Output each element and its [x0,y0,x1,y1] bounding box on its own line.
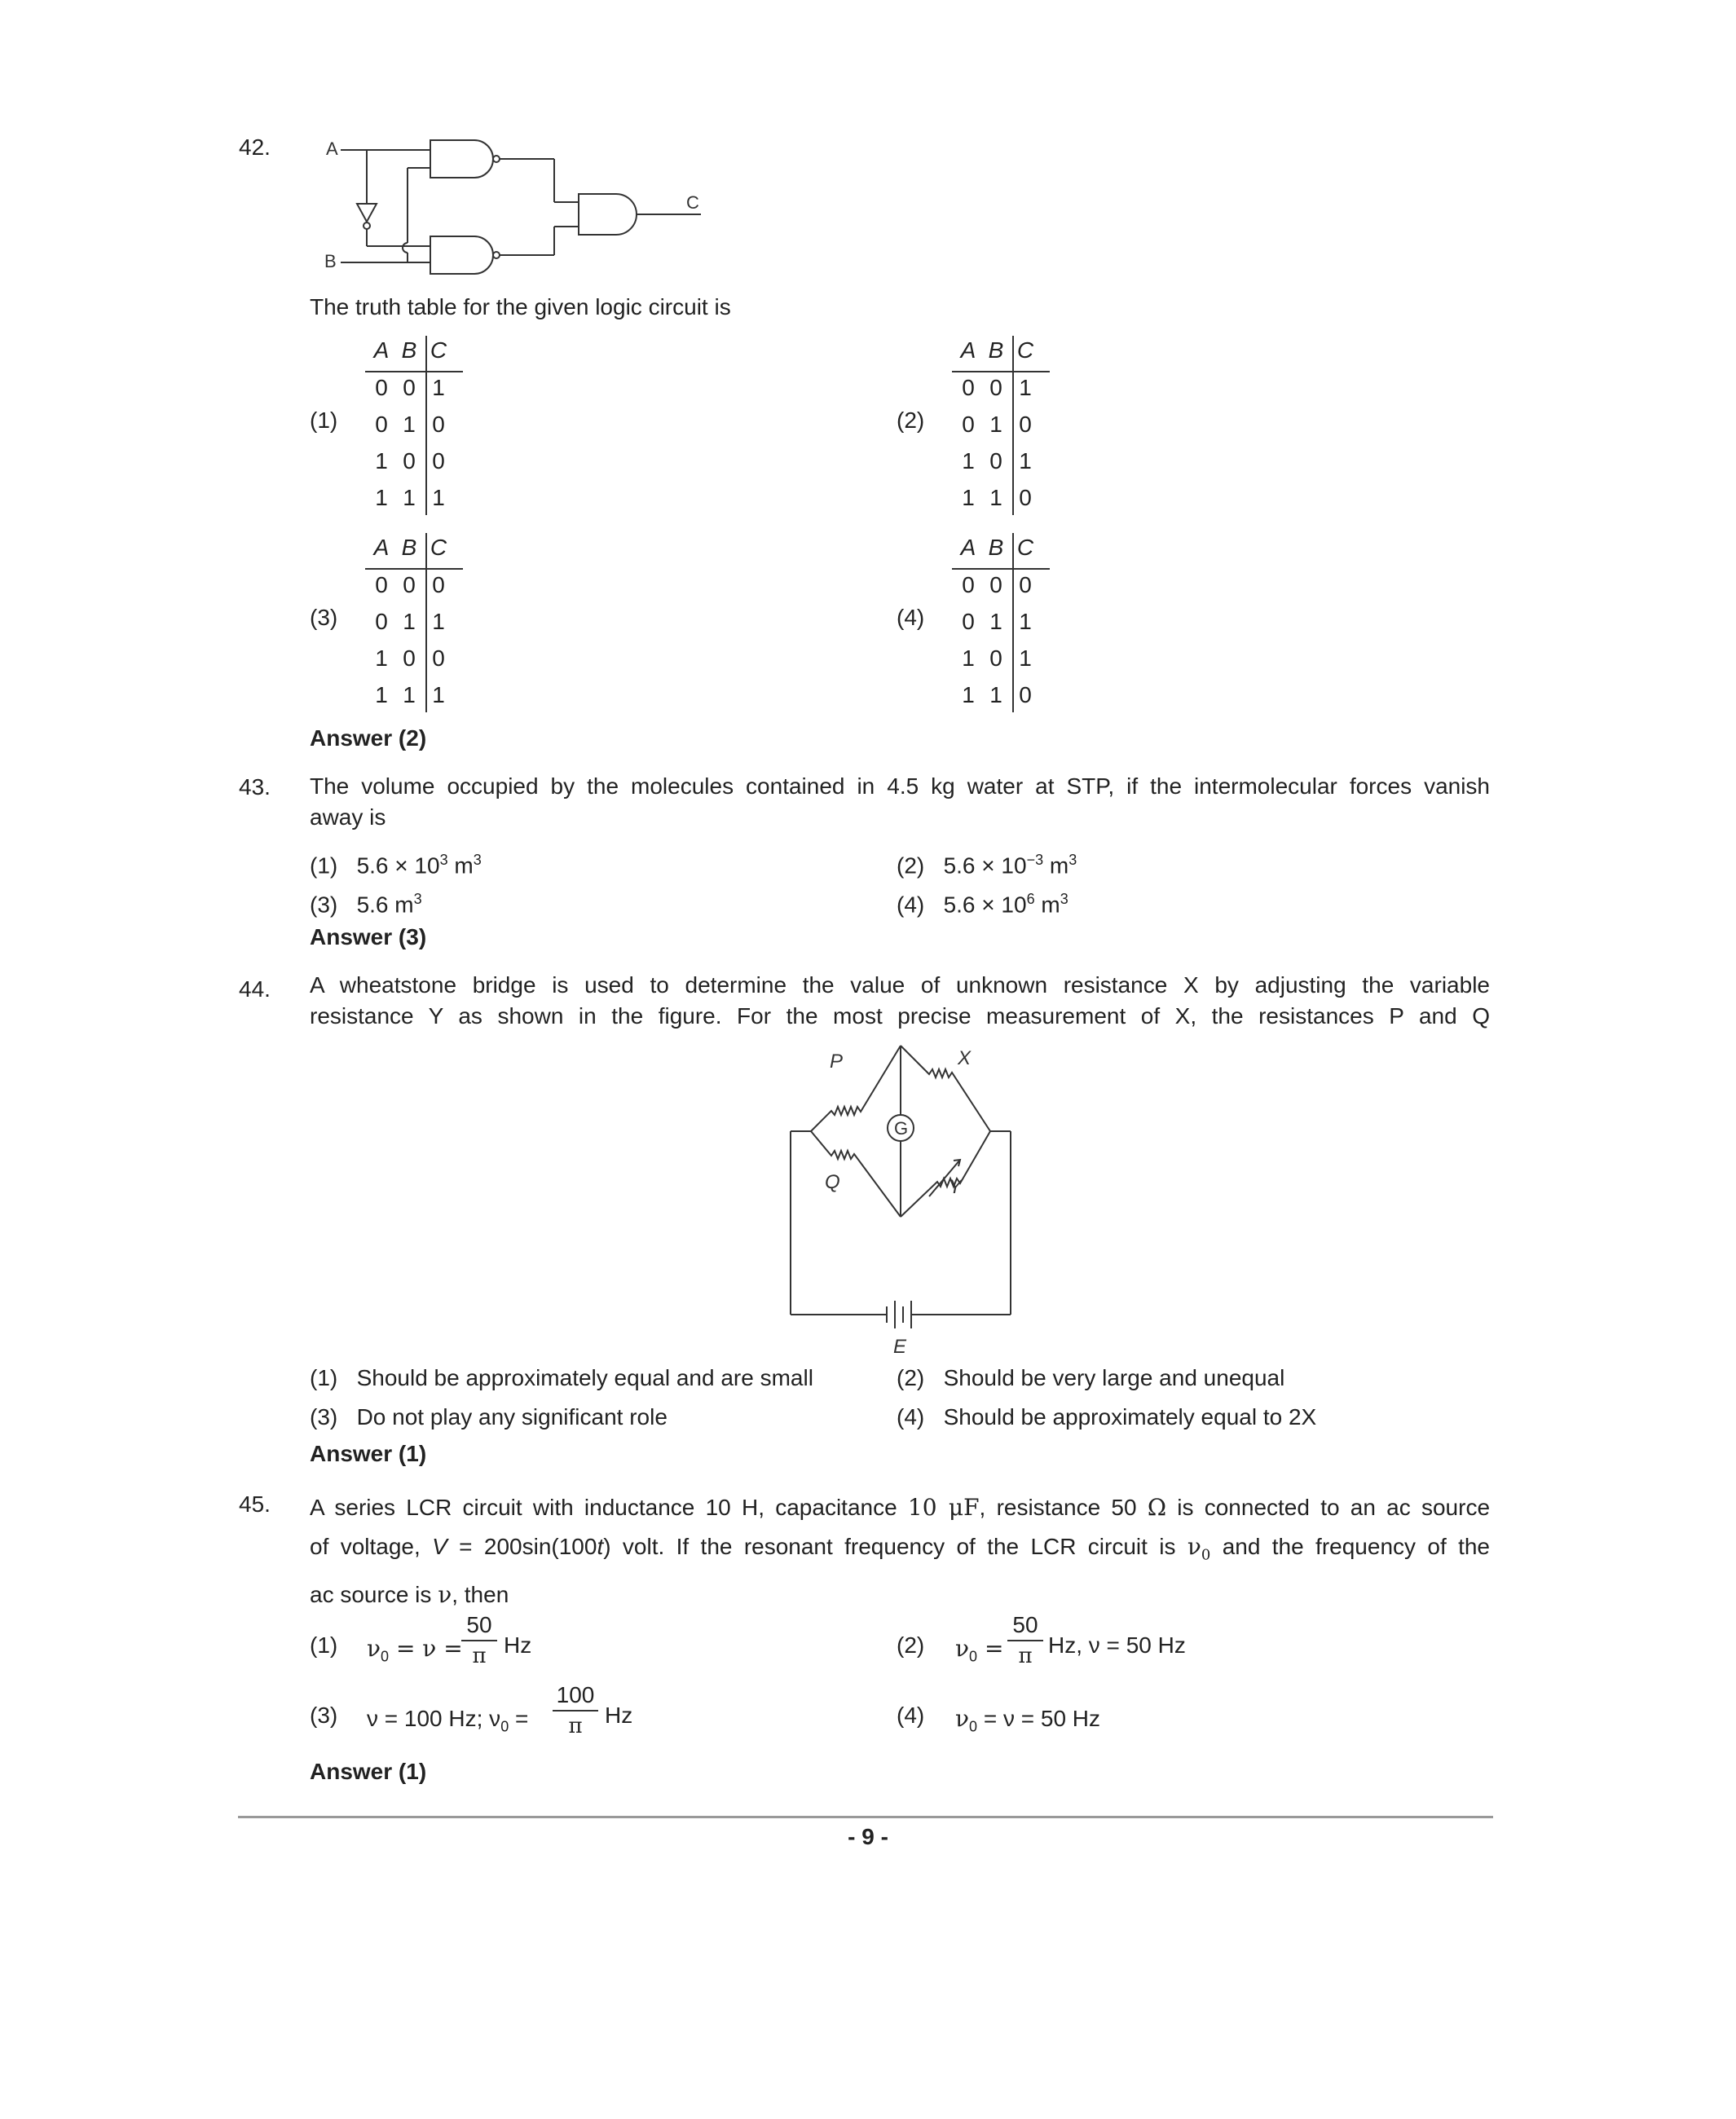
tt1-r4-b: 1 [403,485,416,510]
q45-opt3-sub: 0 [500,1718,509,1735]
q45-line1-e: is connected to an ac source [1177,1495,1491,1520]
q45-option-1-label: (1) [310,1632,338,1658]
q45-ohm-symbol: Ω [1147,1494,1167,1521]
wheatstone-bridge-figure [782,1033,1027,1359]
tt4-r3-a: 1 [962,645,975,671]
q45-line2-a: of voltage, [310,1534,421,1559]
q45-opt2-bar [1007,1640,1043,1641]
q45-line3-c: , then [452,1581,509,1607]
q45-opt2-den: π [1018,1644,1033,1668]
circuit-label-b: B [324,251,337,271]
tt2-r4-c: 0 [1019,485,1032,510]
q43-option-4-label: (4) [897,892,925,918]
q45-text-line3 [310,1575,1490,1615]
tt2-header-a: A [960,337,976,363]
q43-option-3-label: (3) [310,892,338,918]
q45-opt3-bar [553,1710,598,1712]
tt1-r3-c: 0 [432,448,445,474]
truth-table-3 [365,530,463,717]
tt4-r4-b: 1 [989,682,1002,707]
q44-option-2-text: Should be very large and unequal [943,1365,1285,1390]
q43-option-1-value: 5.6 × 10 [356,852,440,879]
q44-question [310,970,1490,1032]
tt3-r3-b: 0 [403,645,416,671]
circuit-label-a: A [326,139,338,159]
q43-option-1 [310,844,482,881]
tt4-r2-a: 0 [962,609,975,634]
tt3-header-a: A [373,535,390,560]
tt1-r2-b: 1 [403,412,416,437]
tt2-r1-b: 0 [989,375,1002,400]
tt4-header-a: A [960,535,976,560]
tt3-r2-a: 0 [375,609,388,634]
tt4-r4-c: 0 [1019,682,1032,707]
q44-text-line1: A wheatstone bridge is used to determine the value of unknown resistance X by adjusting the variable [310,972,1490,998]
q43-option-2-unit: m [1043,852,1069,879]
truth-table-1 [365,333,463,520]
q45-time-symbol: t [597,1534,604,1559]
q45-nu-sub: 0 [1201,1546,1211,1564]
q45-option-2-fraction [1007,1612,1043,1669]
q45-opt2-sub: 0 [969,1648,978,1665]
q43-option-2 [897,844,1077,881]
q45-opt3-pre: ν = 100 Hz; ν [367,1706,501,1731]
tt1-r1-c: 1 [432,375,445,400]
bridge-label-y: Y [949,1176,963,1198]
q45-opt1-mid: = ν = [389,1635,463,1662]
q43-option-2-exp: −3 [1026,852,1044,868]
q44-number: 44. [239,976,271,1002]
tt1-r3-a: 1 [375,448,388,474]
tt2-r3-c: 1 [1019,448,1032,474]
tt3-r4-a: 1 [375,682,388,707]
q43-question [310,771,1490,833]
q45-text-line2 [310,1527,1490,1575]
q43-option-2-unit-exp: 3 [1068,852,1077,868]
q43-option-4-exp: 6 [1026,891,1035,907]
q45-line2-e: ) volt. If the resonant frequency of the LCR circuit is [603,1534,1176,1559]
tt3-r2-c: 1 [432,609,445,634]
q45-opt4-sub: 0 [969,1718,978,1735]
tt4-r2-c: 1 [1019,609,1032,634]
q45-opt2-nu: ν [955,1635,970,1662]
tt3-r1-a: 0 [375,572,388,597]
q45-opt2-num: 50 [1012,1612,1038,1637]
tt4-r1-a: 0 [962,572,975,597]
q43-option-4-value: 5.6 × 10 [943,892,1027,918]
q45-option-2-lhs [955,1633,1003,1672]
q45-option-4-value [955,1703,1100,1742]
tt2-r2-b: 1 [989,412,1002,437]
q45-opt2-mid: = [977,1635,1004,1662]
q43-number: 43. [239,774,271,800]
q43-option-3-exp: 3 [413,891,422,907]
q45-opt1-den: π [472,1644,487,1668]
q45-option-3-label: (3) [310,1703,338,1728]
tt1-header-c: C [430,337,447,363]
q45-option-1-fraction [461,1612,497,1669]
q43-option-3 [310,883,422,920]
q43-option-1-label: (1) [310,852,338,879]
tt3-r1-c: 0 [432,572,445,597]
tt2-r4-b: 1 [989,485,1002,510]
q45-option-3-fraction [553,1682,598,1739]
q45-nu-source: ν [438,1580,452,1608]
tt1-r1-b: 0 [403,375,416,400]
tt4-r1-b: 0 [989,572,1002,597]
q44-text-line2: resistance Y as shown in the figure. For the most precise measurement of X, the resistances P and Q [310,1003,1490,1029]
tt2-r3-a: 1 [962,448,975,474]
q42-option-2-label: (2) [897,408,925,433]
tt2-header-c: C [1016,337,1034,363]
tt1-header-a: A [373,337,390,363]
q44-option-4 [897,1402,1316,1433]
tt2-r2-c: 0 [1019,412,1032,437]
q42-answer: Answer (2) [310,725,427,751]
tt4-r2-b: 1 [989,609,1002,634]
truth-table-2 [952,333,1050,520]
q45-nu-symbol: ν [1187,1533,1201,1560]
truth-table-4 [952,530,1050,717]
tt4-r1-c: 0 [1019,572,1032,597]
q45-option-2-label: (2) [897,1632,925,1658]
tt3-r3-a: 1 [375,645,388,671]
q44-option-1-text: Should be approximately equal and are small [356,1365,813,1390]
q44-option-4-text: Should be approximately equal to 2X [943,1404,1317,1430]
tt4-r4-a: 1 [962,682,975,707]
q45-answer: Answer (1) [310,1759,427,1784]
q45-line2-c: = 200sin(100 [447,1534,597,1559]
q44-option-1 [310,1363,813,1394]
tt1-r4-a: 1 [375,485,388,510]
q45-opt3-num: 100 [556,1682,595,1707]
q45-line2-h: and the frequency of the [1222,1534,1491,1559]
q43-text-line1: The volume occupied by the molecules contained in 4.5 kg water at STP, if the intermolecular forces vanish [310,773,1490,799]
q42-number: 42. [239,134,271,160]
q43-answer: Answer (3) [310,924,427,949]
q43-option-3-value: 5.6 m [356,892,414,918]
q43-option-2-label: (2) [897,852,925,879]
tt4-header-b: B [988,535,1004,560]
q45-opt3-den: π [568,1714,583,1738]
tt4-r3-b: 0 [989,645,1002,671]
q43-option-4 [897,883,1068,920]
tt4-header-c: C [1016,535,1034,560]
tt3-header-c: C [430,535,447,560]
tt2-r3-b: 0 [989,448,1002,474]
q45-option-1-lhs [367,1633,463,1672]
q45-option-2-unit: Hz, ν = 50 Hz [1048,1632,1186,1658]
q45-text-line1 [310,1488,1490,1527]
tt1-header-b: B [401,337,417,363]
q43-option-2-value: 5.6 × 10 [943,852,1027,879]
q43-option-4-unit: m [1034,892,1060,918]
q42-prompt: The truth table for the given logic circuit is [310,294,731,319]
tt3-r1-b: 0 [403,572,416,597]
circuit-label-c: C [686,192,699,213]
q45-line3-a: ac source is [310,1581,432,1607]
q45-capacitance: 10 μF [907,1494,980,1521]
tt1-r4-c: 1 [432,485,445,510]
q45-opt1-bar [461,1640,497,1641]
q42-option-1-label: (1) [310,408,338,433]
q43-option-1-exp: 3 [439,852,448,868]
q45-opt4-nu: ν [955,1705,970,1732]
tt4-r3-c: 1 [1019,645,1032,671]
q43-option-1-unit: m [447,852,474,879]
bridge-label-e: E [893,1336,907,1358]
q45-voltage-symbol: V [432,1534,447,1559]
q44-option-3-text: Do not play any significant role [356,1404,668,1430]
q42-option-4-label: (4) [897,605,925,630]
tt2-r4-a: 1 [962,485,975,510]
tt3-r4-c: 1 [432,682,445,707]
q44-option-4-label: (4) [897,1404,925,1430]
q45-line1-a: A series LCR circuit with inductance 10 H, capacitance [310,1495,897,1520]
q45-opt1-num: 50 [466,1612,492,1637]
q45-opt4-post: = ν = 50 Hz [977,1706,1101,1731]
tt1-r3-b: 0 [403,448,416,474]
q43-option-1-unit-exp: 3 [473,852,482,868]
tt2-header-b: B [988,337,1004,363]
q44-option-3 [310,1402,668,1433]
q42-logic-circuit [318,130,717,277]
bridge-label-q: Q [825,1171,840,1193]
q45-number: 45. [239,1491,271,1517]
q44-option-2-label: (2) [897,1365,925,1390]
tt2-r1-c: 1 [1019,375,1032,400]
q43-text-line2: away is [310,804,386,830]
tt3-header-b: B [401,535,417,560]
q45-line1-c: , resistance 50 [979,1495,1137,1520]
tt3-r2-b: 1 [403,609,416,634]
tt1-r2-a: 0 [375,412,388,437]
q45-option-1-unit: Hz [504,1632,532,1658]
q45-question [310,1488,1490,1615]
tt1-r1-a: 0 [375,375,388,400]
tt2-r1-a: 0 [962,375,975,400]
q45-option-4-label: (4) [897,1703,925,1728]
q45-option-3-unit: Hz [605,1703,633,1728]
q42-option-3-label: (3) [310,605,338,630]
q45-opt1-sub: 0 [381,1648,390,1665]
q45-nu0 [1187,1533,1211,1564]
tt3-r4-b: 1 [403,682,416,707]
bridge-label-x: X [958,1047,972,1069]
page-number: - 9 - [848,1824,888,1849]
q45-opt1-nu: ν [367,1635,381,1662]
tt2-r2-a: 0 [962,412,975,437]
q45-opt3-mid: = [509,1706,529,1731]
tt1-r2-c: 0 [432,412,445,437]
q44-option-2 [897,1363,1284,1394]
bridge-label-g: G [894,1118,909,1139]
q43-option-4-unit-exp: 3 [1060,891,1068,907]
q45-option-3-lhs [367,1703,528,1742]
q44-option-1-label: (1) [310,1365,338,1390]
tt3-r3-c: 0 [432,645,445,671]
q44-answer: Answer (1) [310,1441,427,1466]
bridge-label-p: P [830,1051,844,1073]
q44-option-3-label: (3) [310,1404,338,1430]
footer-rule [238,1816,1493,1818]
